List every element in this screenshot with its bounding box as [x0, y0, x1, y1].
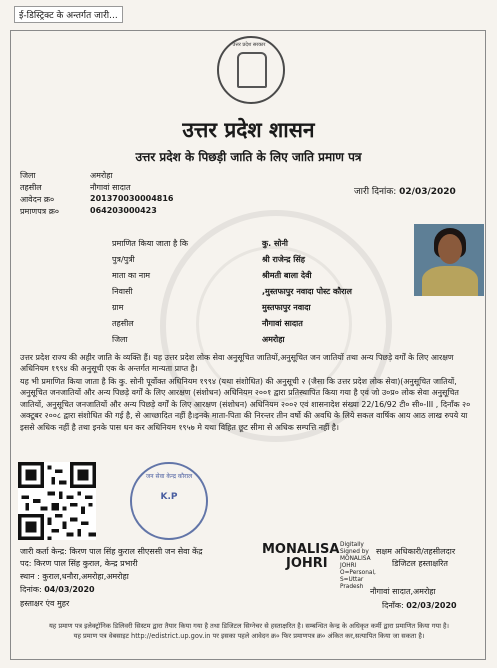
digital-signature-name-line2: JOHRI — [286, 556, 328, 571]
footer-note — [14, 622, 484, 641]
issuer-center: जारी कर्ता केन्द्र: किरण पाल सिंह कुराल सीएससी जन सेवा केंद्र — [20, 547, 203, 556]
digital-signature-detail: O=Personal, — [340, 570, 376, 576]
certificate-number-label: प्रमाणपत्र क्र० — [20, 207, 59, 216]
details-tehsil-label: तहसील — [112, 319, 134, 328]
applicant-name: कु. सोनी — [262, 239, 288, 248]
issue-date — [354, 184, 456, 197]
issuer-place: स्थान : कुराल,धनौरा,अमरोहा,अमरोहा — [20, 572, 129, 581]
details-district-label: जिला — [112, 335, 128, 344]
certify-label: प्रमाणित किया जाता है कि — [112, 239, 189, 248]
application-label: आवेदन क्र० — [20, 195, 55, 204]
digital-signature-detail: MONALISA — [340, 556, 371, 562]
digital-signature-detail: Signed by — [340, 549, 369, 555]
digital-signature-details — [340, 542, 376, 591]
officer-title: सक्षम अधिकारी/तहसीलदार — [376, 547, 456, 556]
qr-code-icon — [18, 462, 96, 540]
digital-signature-detail: JOHRI — [340, 563, 357, 569]
details-tehsil-value: नौगावां सादात — [262, 319, 303, 328]
issue-date-value: 02/03/2020 — [399, 187, 456, 197]
resident-value: ,मुस्तफापुर नवादा पोस्ट कौराल — [262, 287, 352, 296]
certificate-title: उत्तर प्रदेश शासन — [182, 118, 315, 142]
officer-date-value: 02/03/2020 — [406, 601, 457, 610]
resident-label: निवासी — [112, 287, 133, 296]
details-district-value: अमरोहा — [262, 335, 285, 344]
footer-line-1: यह प्रमाण पत्र इलेक्ट्रॉनिक डिलिवरी सिस्टम द्वारा तैयार किया गया है तथा डिजिटल सिग्नेचर से हस्ताक्षरित है। सम्बन्धित केन्द्र के अधिकृत कर्मी द्वारा प्रमाणित किया गया है। — [48, 622, 450, 630]
footer-line-2: यह प्रमाण पत्र वेबसाइट http://edistrict.up.gov.in पर इसका पहले आवेदन क्र० फिर प्रमाणपत्र क्र० अंकित कर,सत्यापित किया जा सकता है। — [73, 631, 425, 640]
officer-place: नौगावां सादात,अमरोहा — [370, 587, 436, 596]
mother-name: श्रीमती बाला देवी — [262, 271, 312, 280]
father-name: श्री राजेन्द्र सिंह — [262, 255, 306, 264]
certificate-subtitle: उत्तर प्रदेश के पिछड़ी जाति के लिए जाति प्रमाण पत्र — [135, 150, 362, 164]
emblem-text: उत्तर प्रदेश सरकार — [232, 42, 266, 48]
digital-signature-name-line1: MONALISA — [262, 542, 340, 557]
digital-signature-name — [262, 543, 339, 571]
certificate-paragraph-1: उत्तर प्रदेश राज्य की अहीर जाति के व्यक्ति हैं। यह उत्तर प्रदेश लोक सेवा अनुसूचित जातियों,अनुसूचित जन जातियों तथा अन्य पिछड़े वर्गों के लिए आरक्षण अधिनियम १९९४ की अनुसूची एक के अन्तर्गत मान्यता प्राप्त है। — [20, 353, 454, 374]
issue-date-label: जारी दिनांक: — [354, 187, 397, 197]
mother-label: माता का नाम — [112, 271, 151, 280]
stamp-ring-text: जन सेवा केन्द्र कौराल — [145, 473, 193, 480]
officer-date-label: दिनाँक: — [382, 601, 404, 610]
application-number: 201370030004816 — [90, 194, 174, 203]
issuer-date-label: दिनांक: — [20, 585, 42, 594]
center-stamp — [130, 462, 208, 540]
officer-date — [382, 600, 457, 611]
district-label: जिला — [20, 171, 36, 180]
stamp-center-text: K.P — [160, 492, 178, 502]
village-label: ग्राम — [112, 303, 124, 312]
tehsil-label: तहसील — [20, 183, 42, 192]
state-emblem-icon — [217, 36, 285, 104]
issuer-post: पद: किरण पाल सिंह कुराल, केन्द्र प्रभारी — [20, 559, 138, 568]
village-value: मुस्तफापुर नवादा — [262, 303, 311, 312]
applicant-photo — [414, 224, 484, 296]
certificate-number: 064203000423 — [90, 206, 157, 215]
digital-signature-detail: S=Uttar — [340, 577, 364, 583]
issuer-signature-line: हस्ताक्षर एंव मुहर — [20, 599, 70, 608]
relation-label: पुत्र/पुत्री — [112, 255, 135, 264]
digital-signature-detail: Digitally — [340, 542, 364, 548]
certificate-paragraph-2: यह भी प्रमाणित किया जाता है कि कु. सोनी पूर्वोक्त अधिनियम १९९४ (यथा संशोधित) की अनुसूची २ (जैसा कि उत्तर प्रदेश लोक सेवा)(अनुसूचित जातियों, अनुसूचित जनजातियों और अन्य पिछड़े वर्गों के लिए आरक्षण (संशोधन) अधिनियम २००१ द्वारा प्रतिस्थापित किया गया है एवं जो उ०प्र० लोक सेवा अनुसूचित जातियों, अनुसूचित जनजातियों और अन्य पिछड़े वर्गों के लिए आरक्षण (संशोधन) अधिनियम २००२ एवं शासनादेश संख्या 22/16/92 टी० सी०-III , दिनाँक २० अक्टूबर २००८ द्वारा संशोधित की गई है, से आच्छादित नहीं है।इनके माता-पिता की निरन्तर तीन वर्षो की अवधि के लिये सकल वार्षिक आय आठ लाख रुपये या इससे अधिक नहीं है तथा इनके पास धन कर अधिनियम १९५७ मे यथा विहित छूट सीमा से अधिक सम्पत्ति नहीं है। — [20, 377, 471, 432]
district-value: अमरोहा — [90, 171, 113, 180]
officer-sign-type: डिजिटल हस्ताक्षरित — [392, 559, 448, 568]
issuer-date-value: 04/03/2020 — [44, 585, 95, 594]
digital-signature-detail: Pradesh — [340, 584, 364, 590]
top-note: ई-डिस्ट्रिक्ट के अन्तर्गत जारी... — [14, 6, 123, 23]
tehsil-value: नौगावां सादात — [90, 183, 131, 192]
issuer-date — [20, 584, 95, 595]
